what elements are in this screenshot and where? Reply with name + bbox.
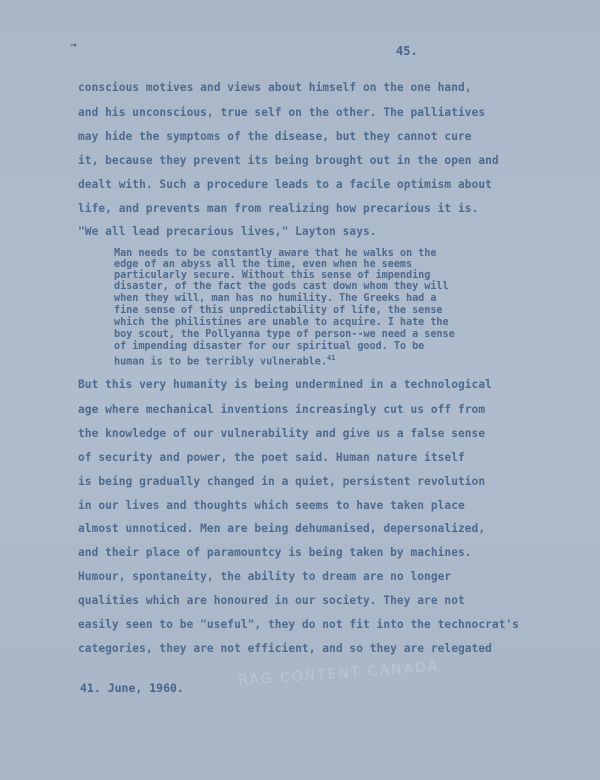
- text-line: the knowledge of our vulnerability and give us a false sense: [78, 427, 486, 440]
- text-line: and his unconscious, true self on the other. The palliatives: [78, 106, 486, 119]
- text-line: dealt with. Such a procedure leads to a facile optimism about: [78, 178, 492, 191]
- text-line: is being gradually changed in a quiet, persistent revolution: [78, 475, 486, 488]
- text-line: almost unnoticed. Men are being dehumanised, depersonalized,: [78, 522, 486, 535]
- text-line: easily seen to be "useful", they do not fit into the technocrat's: [78, 618, 520, 631]
- text-line: But this very humanity is being undermined in a technological: [78, 378, 492, 391]
- text-line: qualities which are honoured in our society. They are not: [78, 594, 465, 607]
- quote-line: Man needs to be constantly aware that he walks on the: [114, 248, 437, 259]
- text-line: may hide the symptoms of the disease, but they cannot cure: [78, 130, 472, 143]
- quote-line: of impending disaster for our spiritual good. To be: [114, 341, 425, 352]
- quote-line: disaster, of the fact the gods cast down whom they will: [114, 281, 449, 292]
- text-line: Humour, spontaneity, the ability to dream are no longer: [78, 570, 452, 583]
- quote-line: when they will, man has no humility. The Greeks had a: [114, 293, 437, 304]
- text-line: and their place of paramountcy is being taken by machines.: [78, 546, 472, 559]
- quote-line: fine sense of this unpredictability of life, the sense: [114, 305, 443, 316]
- footnote-ref: 41: [326, 354, 336, 362]
- text-line: "We all lead precarious lives," Layton says.: [78, 225, 377, 238]
- text-line: age where mechanical inventions increasingly cut us off from: [78, 403, 486, 416]
- page-number: 45.: [396, 44, 418, 58]
- text-line: of security and power, the poet said. Human nature itself: [78, 451, 465, 464]
- text-line: categories, they are not efficient, and so they are relegated: [78, 642, 492, 655]
- quote-line: boy scout, the Pollyanna type of person--we need a sense: [114, 329, 455, 340]
- text-line: in our lives and thoughts which seems to have taken place: [78, 499, 465, 512]
- footnote: 41. June, 1960.: [80, 681, 184, 695]
- margin-mark: →: [70, 38, 77, 51]
- quote-text: human is to be terribly vulnerable.: [114, 356, 327, 368]
- quote-line: which the philistines are unable to acquire. I hate the: [114, 317, 449, 328]
- quote-line: edge of an abyss all the time, even when he seems: [114, 259, 413, 270]
- quote-line: particularly secure. Without this sense of impending: [114, 270, 431, 281]
- text-line: conscious motives and views about himself on the one hand,: [78, 81, 472, 94]
- paper-watermark: RAG CONTENT CANADA: [237, 658, 440, 690]
- text-line: life, and prevents man from realizing how precarious it is.: [78, 202, 479, 215]
- quote-line-last: [114, 353, 335, 367]
- text-line: it, because they prevent its being brought out in the open and: [78, 154, 499, 167]
